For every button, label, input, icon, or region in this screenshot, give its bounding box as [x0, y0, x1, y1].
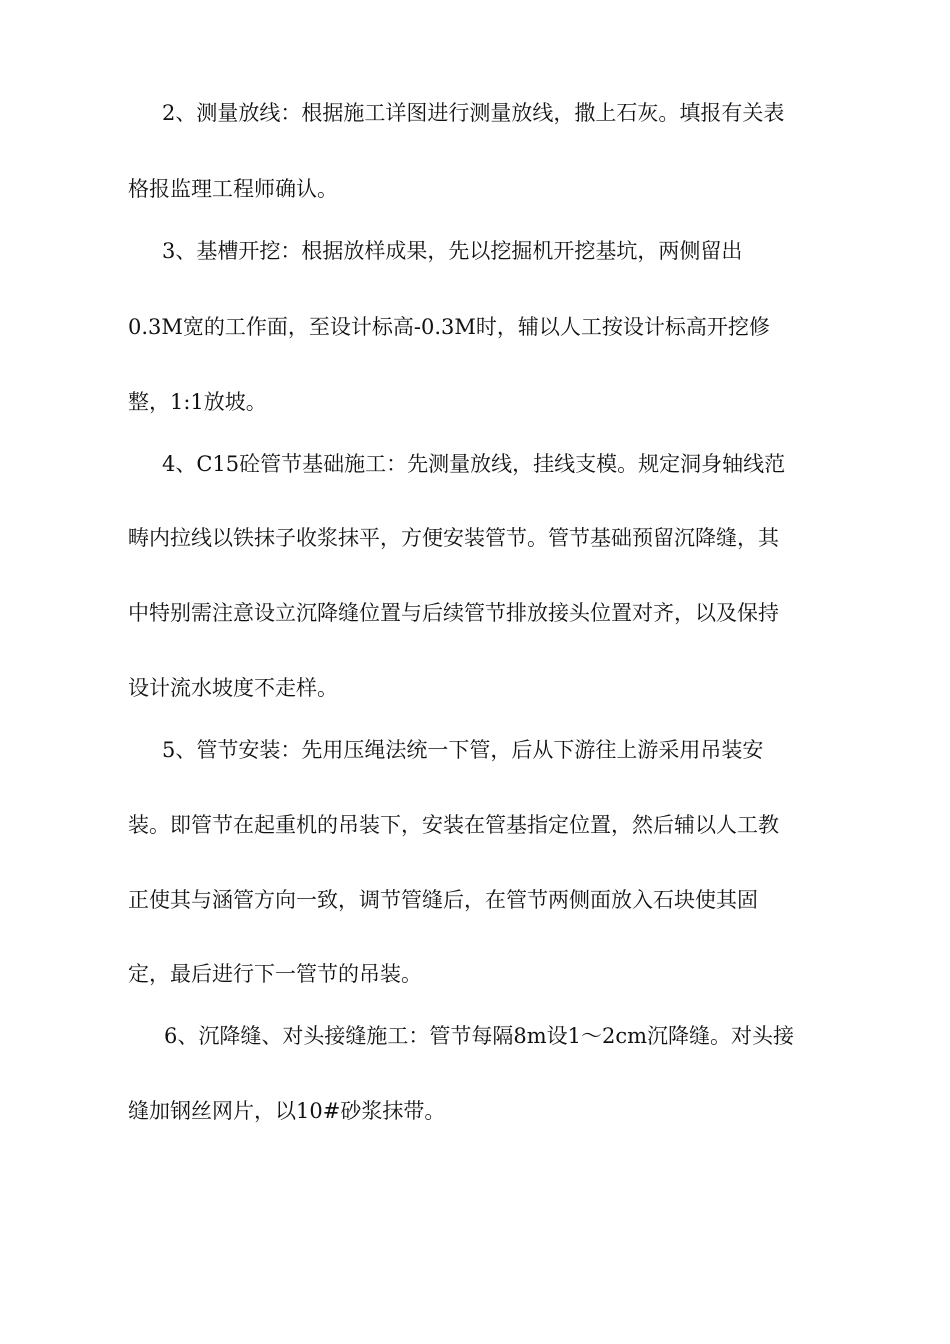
paragraph-4-line-3: 正使其与涵管方向一致，调节管缝后，在管节两侧面放入石块使其固 [128, 888, 758, 912]
paragraph-5-line-1: 6、沉降缝、对头接缝施工：管节每隔8m设1～2cm沉降缝。对头接 [164, 1024, 795, 1048]
paragraph-2-line-1: 3、基槽开挖：根据放样成果，先以挖掘机开挖基坑，两侧留出 [162, 239, 743, 263]
paragraph-1-line-1: 2、测量放线：根据施工详图进行测量放线，撒上石灰。填报有关表 [162, 101, 785, 125]
paragraph-5-line-2: 缝加钢丝网片，以10#砂浆抹带。 [128, 1099, 446, 1123]
paragraph-4-line-2: 装。即管节在起重机的吊装下，安装在管基指定位置，然后辅以人工教 [128, 813, 779, 837]
paragraph-3-line-4: 设计流水坡度不走样。 [128, 676, 338, 700]
paragraph-3-line-1: 4、C15砼管节基础施工：先测量放线，挂线支模。规定洞身轴线范 [162, 452, 786, 476]
paragraph-4-line-1: 5、管节安装：先用压绳法统一下管，后从下游往上游采用吊装安 [162, 738, 764, 762]
paragraph-2-line-3: 整，1:1放坡。 [128, 390, 267, 414]
paragraph-2-line-2: 0.3M宽的工作面，至设计标高-0.3M时，辅以人工按设计标高开挖修 [128, 315, 770, 339]
paragraph-3-line-3: 中特别需注意设立沉降缝位置与后续管节排放接头位置对齐，以及保持 [128, 601, 779, 625]
paragraph-4-line-4: 定，最后进行下一管节的吊装。 [128, 962, 422, 986]
paragraph-3-line-2: 畴内拉线以铁抹子收浆抹平，方便安装管节。管节基础预留沉降缝，其 [128, 526, 779, 550]
paragraph-1-line-2: 格报监理工程师确认。 [128, 177, 338, 201]
